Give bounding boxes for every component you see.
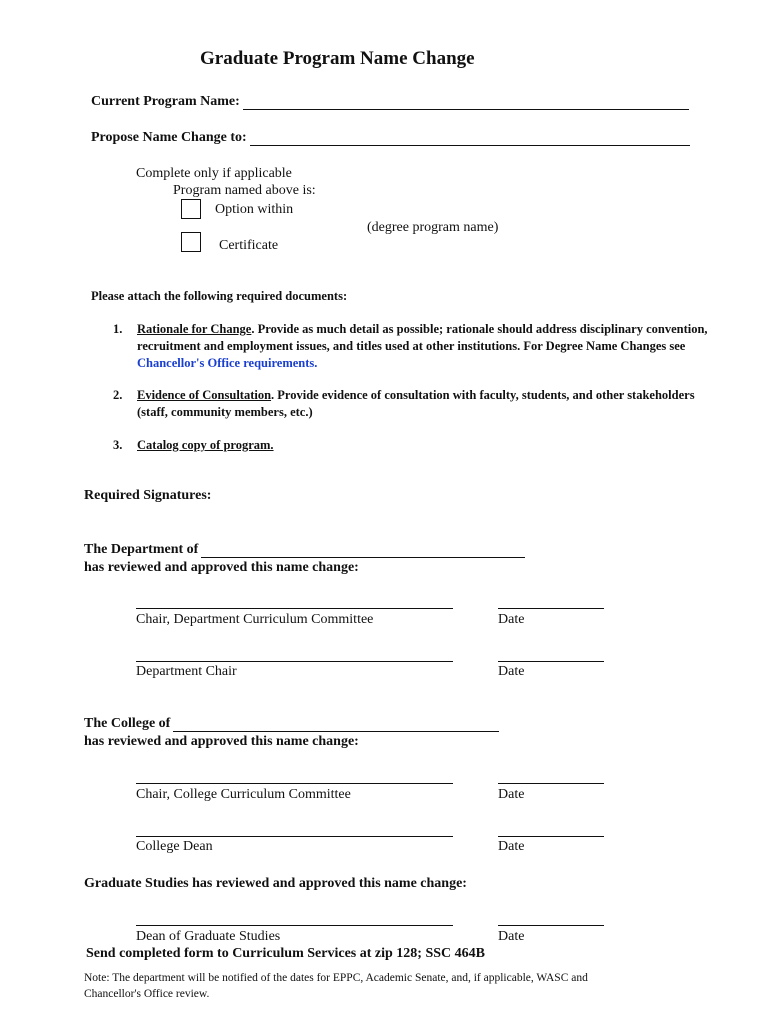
item-number: 2. — [113, 388, 123, 402]
date-label: Date — [498, 839, 525, 854]
degree-program-hint: (degree program name) — [367, 220, 499, 235]
college-field[interactable] — [173, 717, 499, 732]
item-number: 1. — [113, 322, 123, 336]
rationale-heading: Rationale for Change — [137, 322, 252, 336]
dean-grad-label: Dean of Graduate Studies — [136, 929, 281, 944]
date-label: Date — [498, 612, 525, 627]
college-dean-label: College Dean — [136, 839, 213, 854]
chair-college-cc-signature-line[interactable] — [136, 783, 453, 784]
propose-name-label: Propose Name Change to: — [91, 130, 247, 145]
date-label: Date — [498, 664, 525, 679]
college-row — [84, 716, 499, 732]
college-dean-date-line[interactable] — [498, 836, 604, 837]
send-instructions: Send completed form to Curriculum Services at zip 128; SSC 464B — [86, 946, 485, 961]
chair-college-cc-label: Chair, College Curriculum Committee — [136, 787, 351, 802]
college-approved-text: has reviewed and approved this name change: — [84, 734, 359, 749]
propose-name-row — [91, 130, 690, 146]
certificate-label: Certificate — [219, 238, 279, 253]
dept-chair-label: Department Chair — [136, 664, 237, 679]
option-checkbox[interactable] — [181, 199, 201, 219]
current-program-label: Current Program Name: — [91, 94, 240, 109]
department-field[interactable] — [201, 543, 525, 558]
certificate-checkbox[interactable] — [181, 232, 201, 252]
department-label: The Department of — [84, 542, 199, 557]
propose-name-field[interactable] — [250, 131, 690, 146]
current-program-field[interactable] — [243, 95, 689, 110]
date-label: Date — [498, 929, 525, 944]
note-line-1: Note: The department will be notified of the dates for EPPC, Academic Senate, and, if applicable, WASC and — [84, 972, 588, 984]
note-line-2: Chancellor's Office review. — [84, 988, 210, 1000]
dept-chair-signature-line[interactable] — [136, 661, 453, 662]
applicable-intro: Complete only if applicable — [136, 166, 292, 181]
chair-dept-cc-signature-line[interactable] — [136, 608, 453, 609]
chair-college-cc-date-line[interactable] — [498, 783, 604, 784]
college-dean-signature-line[interactable] — [136, 836, 453, 837]
signatures-heading: Required Signatures: — [84, 488, 212, 503]
chair-dept-cc-label: Chair, Department Curriculum Committee — [136, 612, 374, 627]
department-approved-text: has reviewed and approved this name change: — [84, 560, 359, 575]
catalog-heading: Catalog copy of program. — [137, 438, 274, 452]
chancellor-requirements-link[interactable]: Chancellor's Office requirements. — [137, 356, 318, 370]
department-row — [84, 542, 525, 558]
college-label: The College of — [84, 716, 171, 731]
consultation-heading: Evidence of Consultation — [137, 388, 272, 402]
grad-studies-approved-text: Graduate Studies has reviewed and approved this name change: — [84, 876, 467, 891]
consultation-text: . Provide evidence of consultation with faculty, students, and other stakeholders (staff, community members, etc.) — [137, 388, 695, 419]
dept-chair-date-line[interactable] — [498, 661, 604, 662]
page-title: Graduate Program Name Change — [200, 48, 475, 69]
rationale-text: . Provide as much detail as possible; rationale should address disciplinary convention, recruitment and employment issues, and titles used at other institutions. For Degree Name Changes see — [137, 322, 708, 353]
applicable-sub: Program named above is: — [173, 183, 316, 198]
dean-grad-signature-line[interactable] — [136, 925, 453, 926]
dean-grad-date-line[interactable] — [498, 925, 604, 926]
current-program-row — [91, 94, 689, 110]
date-label: Date — [498, 787, 525, 802]
documents-heading: Please attach the following required documents: — [91, 289, 348, 303]
item-number: 3. — [113, 438, 123, 452]
chair-dept-cc-date-line[interactable] — [498, 608, 604, 609]
option-label: Option within — [215, 202, 294, 217]
